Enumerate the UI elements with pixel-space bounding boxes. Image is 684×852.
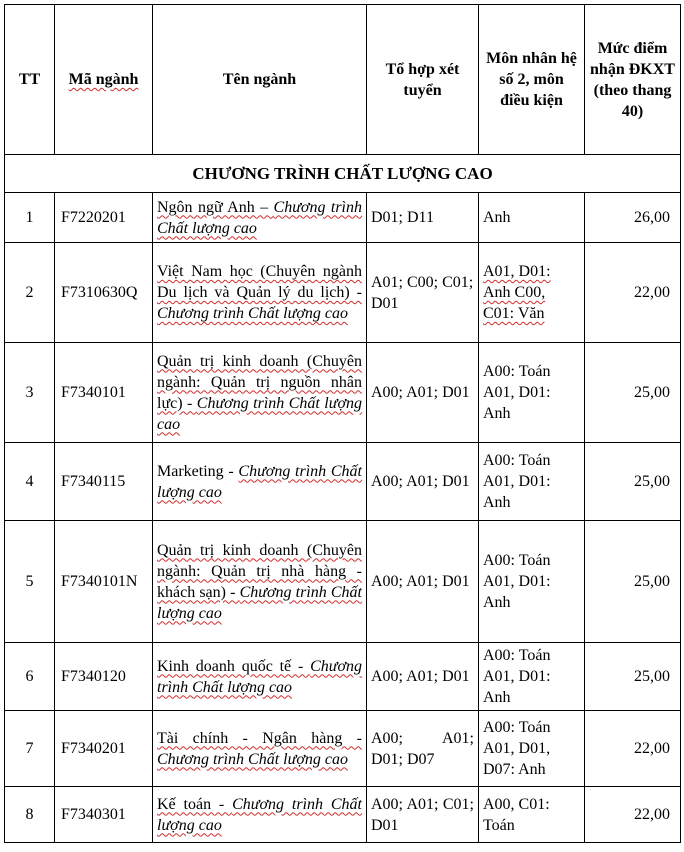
row-name: Kinh doanh quốc tế - Chương trình Chất lượng cao [153, 643, 367, 711]
row-score: 22,00 [585, 711, 681, 787]
row-score: 25,00 [585, 343, 681, 443]
row-tt: 1 [5, 193, 55, 243]
row-coef: A00: Toán A01, D01: Anh [479, 443, 585, 521]
row-tt: 6 [5, 643, 55, 711]
header-code: Mã ngành [55, 5, 153, 155]
table-row [5, 243, 681, 343]
row-code: F7340101 [55, 343, 153, 443]
row-combo: A00; A01; D01 [367, 521, 479, 643]
row-coef: A00: Toán A01, D01: Anh [479, 521, 585, 643]
row-name: Việt Nam học (Chuyên ngành Du lịch và Quản lý du lịch) - Chương trình Chất lượng cao [153, 243, 367, 343]
section-title: CHƯƠNG TRÌNH CHẤT LƯỢNG CAO [5, 155, 681, 193]
table-row [5, 193, 681, 243]
row-code: F7340120 [55, 643, 153, 711]
header-name: Tên ngành [153, 5, 367, 155]
section-row [5, 155, 681, 193]
row-score: 25,00 [585, 643, 681, 711]
row-code: F7340115 [55, 443, 153, 521]
header-row [5, 5, 681, 155]
row-name: Quản trị kinh doanh (Chuyên ngành: Quản trị nguồn nhân lực) - Chương trình Chất lượng cao [153, 343, 367, 443]
row-name: Ngôn ngữ Anh – Chương trình Chất lượng cao [153, 193, 367, 243]
row-combo: A00; A01; D01 [367, 343, 479, 443]
table-row [5, 443, 681, 521]
table-row [5, 643, 681, 711]
row-coef: A00: Toán A01, D01: Anh [479, 643, 585, 711]
row-code: F7340301 [55, 787, 153, 843]
row-name: Marketing - Chương trình Chất lượng cao [153, 443, 367, 521]
row-combo: A01; C00; C01; D01 [367, 243, 479, 343]
header-coef: Môn nhân hệ số 2, môn điều kiện [479, 5, 585, 155]
row-combo: A00; A01; D01 [367, 643, 479, 711]
row-tt: 5 [5, 521, 55, 643]
row-coef: A01, D01: Anh C00, C01: Văn [479, 243, 585, 343]
row-code: F7310630Q [55, 243, 153, 343]
row-score: 22,00 [585, 243, 681, 343]
admission-table [4, 4, 681, 843]
row-coef: A00: Toán A01, D01: Anh [479, 343, 585, 443]
row-score: 26,00 [585, 193, 681, 243]
row-coef: Anh [479, 193, 585, 243]
row-combo: A00; A01; D01 [367, 443, 479, 521]
row-code: F7340201 [55, 711, 153, 787]
row-combo: A00; A01; D01; D07 [367, 711, 479, 787]
header-tt: TT [5, 5, 55, 155]
header-combo: Tổ hợp xét tuyển [367, 5, 479, 155]
table-row [5, 343, 681, 443]
row-tt: 8 [5, 787, 55, 843]
row-coef: A00: Toán A01, D01, D07: Anh [479, 711, 585, 787]
header-score: Mức điểm nhận ĐKXT (theo thang 40) [585, 5, 681, 155]
row-score: 25,00 [585, 443, 681, 521]
row-name: Quản trị kinh doanh (Chuyên ngành: Quản trị nhà hàng - khách sạn) - Chương trình Chất lượng cao [153, 521, 367, 643]
table-row [5, 787, 681, 843]
row-tt: 2 [5, 243, 55, 343]
row-name: Tài chính - Ngân hàng - Chương trình Chất lượng cao [153, 711, 367, 787]
row-code: F7220201 [55, 193, 153, 243]
row-tt: 3 [5, 343, 55, 443]
row-tt: 4 [5, 443, 55, 521]
row-score: 25,00 [585, 521, 681, 643]
row-tt: 7 [5, 711, 55, 787]
row-score: 22,00 [585, 787, 681, 843]
row-combo: D01; D11 [367, 193, 479, 243]
row-code: F7340101N [55, 521, 153, 643]
table-row [5, 711, 681, 787]
row-name: Kế toán - Chương trình Chất lượng cao [153, 787, 367, 843]
table-row [5, 521, 681, 643]
row-coef: A00, C01: Toán [479, 787, 585, 843]
row-combo: A00; A01; C01; D01 [367, 787, 479, 843]
